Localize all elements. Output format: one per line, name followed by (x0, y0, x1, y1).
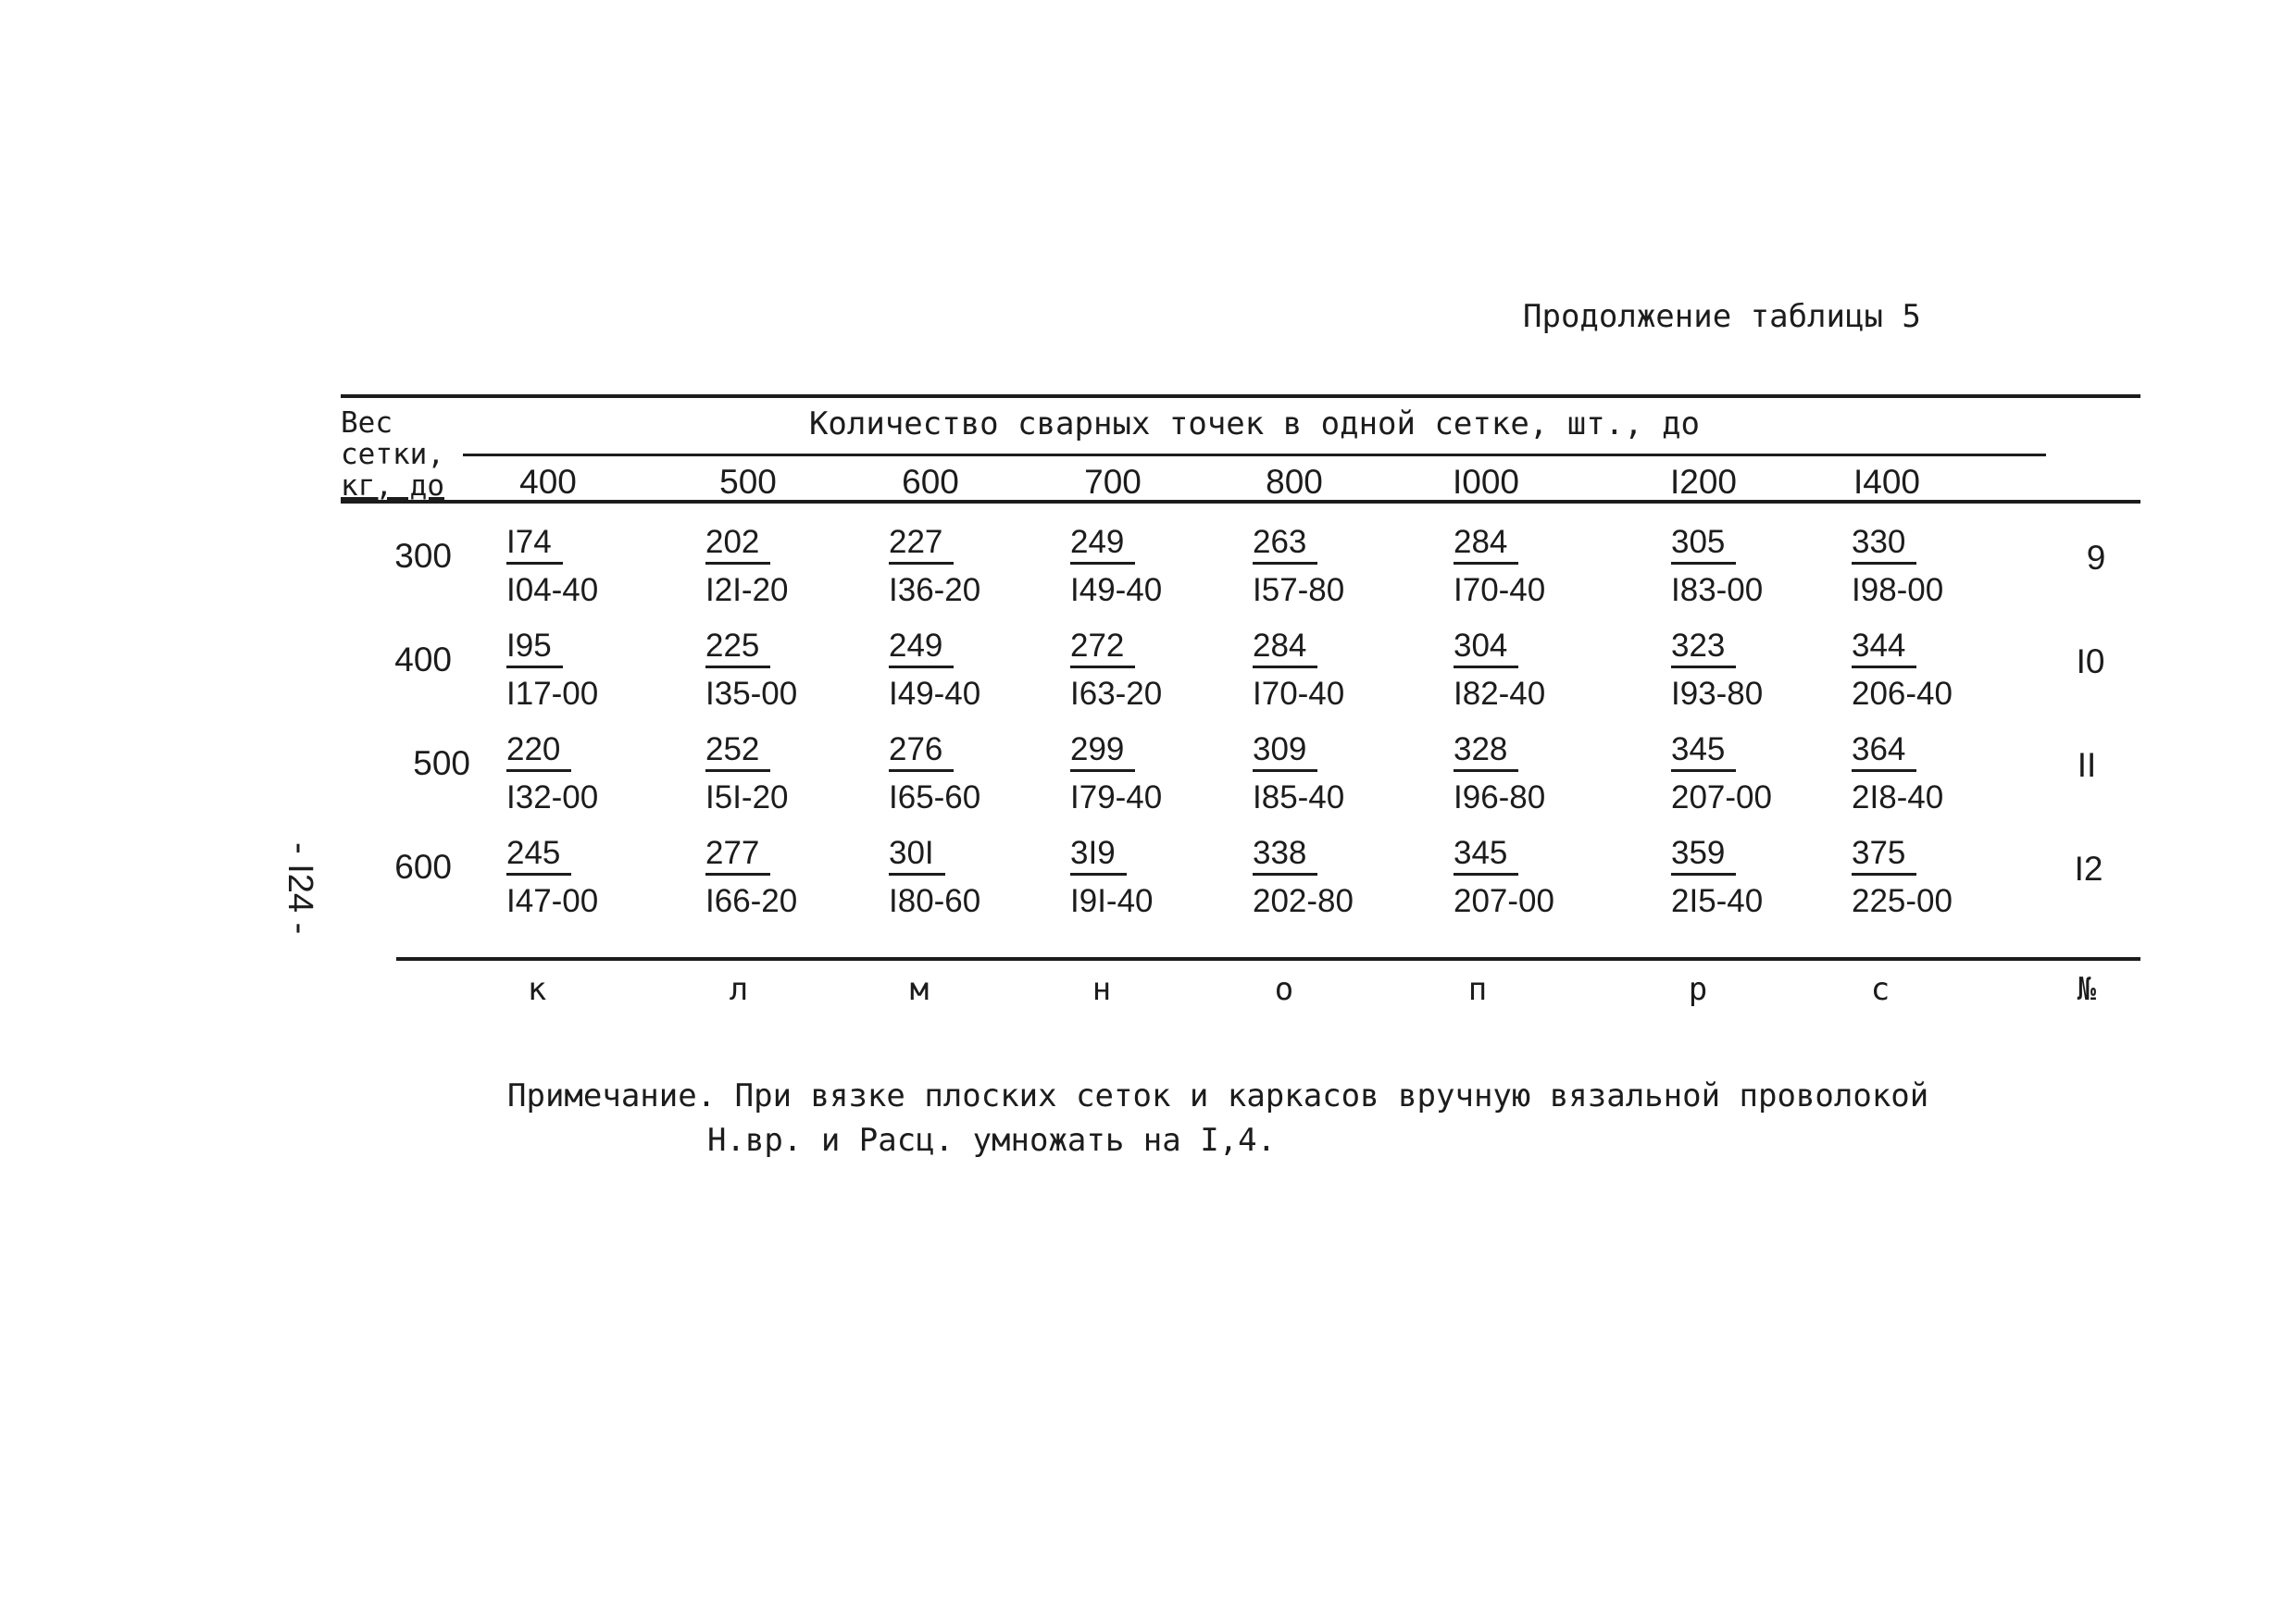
row-weight: 500 (413, 744, 470, 782)
column-header: I200 (1669, 463, 1738, 501)
column-header: I000 (1452, 463, 1520, 501)
row-code: 9 (2086, 539, 2106, 577)
column-letter: с (1870, 971, 1890, 1008)
cell-rate: 206-40 (1852, 676, 1953, 712)
cell-count: 284 (1454, 526, 1518, 565)
cell-count: 3I9 (1070, 837, 1127, 876)
cell-rate: I80-60 (889, 883, 981, 919)
cell-count: 345 (1671, 733, 1736, 772)
table-cell (1454, 837, 1554, 917)
cell-rate: I17-00 (506, 676, 599, 712)
table-cell (1253, 837, 1354, 917)
cell-count: 202 (705, 526, 770, 565)
table-cell (1671, 733, 1772, 814)
row-code: II (2077, 746, 2097, 784)
table-cell (705, 733, 789, 814)
table-cell (1852, 837, 1953, 917)
cell-count: 252 (705, 733, 770, 772)
cell-count: 330 (1852, 526, 1916, 565)
table-cell (1454, 629, 1545, 710)
table-cell (506, 526, 598, 606)
table-cell (705, 837, 797, 917)
table-cell (1253, 733, 1344, 814)
cell-count: 272 (1070, 629, 1135, 668)
cell-rate: I9I-40 (1070, 883, 1154, 919)
column-header: I400 (1853, 463, 1921, 501)
cell-count: I74 (506, 526, 563, 565)
cell-rate: I66-20 (705, 883, 798, 919)
cell-count: 245 (506, 837, 571, 876)
cell-rate: I79-40 (1070, 779, 1163, 815)
cell-rate: I32-00 (506, 779, 599, 815)
row-weight: 300 (394, 537, 452, 575)
column-letter: р (1688, 971, 1708, 1008)
column-header: 700 (1084, 463, 1142, 501)
cell-rate: 2I5-40 (1671, 883, 1764, 919)
table-cell (1070, 629, 1162, 710)
cell-count: 225 (705, 629, 770, 668)
page-number: - I24 - (281, 842, 319, 935)
row-header-line: кг, до (341, 469, 444, 503)
table-cell (1253, 526, 1344, 606)
footnote (507, 1074, 1928, 1163)
column-letter: л (729, 971, 749, 1008)
cell-rate: I96-80 (1454, 779, 1546, 815)
cell-rate: I49-40 (889, 676, 981, 712)
column-header: 400 (519, 463, 577, 501)
column-letter: о (1274, 971, 1294, 1008)
cell-rate: I5I-20 (705, 779, 789, 815)
row-header-line: сетки, (341, 438, 444, 471)
cell-rate: I93-80 (1671, 676, 1764, 712)
cell-count: 299 (1070, 733, 1135, 772)
table-cell (1070, 526, 1162, 606)
table-cell (1852, 526, 1943, 606)
cell-rate: I47-00 (506, 883, 599, 919)
cell-count: 304 (1454, 629, 1518, 668)
cell-count: 305 (1671, 526, 1736, 565)
cell-rate: I36-20 (889, 572, 981, 608)
column-letter: п (1467, 971, 1488, 1008)
column-header: 500 (719, 463, 777, 501)
table-cell (506, 837, 598, 917)
table-cell (705, 629, 797, 710)
table-cell (1070, 837, 1154, 917)
cell-count: 328 (1454, 733, 1518, 772)
cell-rate: I63-20 (1070, 676, 1163, 712)
table-cell (1852, 733, 1943, 814)
table-cell (1671, 526, 1763, 606)
cell-count: 309 (1253, 733, 1317, 772)
cell-rate: I57-80 (1253, 572, 1345, 608)
row-code: I2 (2074, 850, 2103, 888)
cell-count: 276 (889, 733, 954, 772)
column-letter: к (527, 971, 547, 1008)
cell-count: I95 (506, 629, 563, 668)
cell-rate: I65-60 (889, 779, 981, 815)
table-cell (506, 733, 598, 814)
table-cell (1454, 526, 1545, 606)
column-header: 600 (902, 463, 959, 501)
table-cell (1070, 733, 1162, 814)
table-cell (1671, 629, 1763, 710)
table-cell (889, 837, 980, 917)
group-title: Количество сварных точек в одной сетке, шт., до (808, 405, 1701, 442)
column-letter: н (1092, 971, 1112, 1008)
cell-rate: I98-00 (1852, 572, 1944, 608)
cell-count: 277 (705, 837, 770, 876)
cell-count: 345 (1454, 837, 1518, 876)
row-header-line: Вес (341, 406, 393, 440)
cell-rate: 225-00 (1852, 883, 1953, 919)
cell-count: 227 (889, 526, 954, 565)
row-code: I0 (2076, 642, 2105, 680)
table-cell (1253, 629, 1344, 710)
table-cell (889, 629, 980, 710)
cell-count: 359 (1671, 837, 1736, 876)
cell-count: 323 (1671, 629, 1736, 668)
cell-count: 263 (1253, 526, 1317, 565)
cell-count: 284 (1253, 629, 1317, 668)
footnote-line: Примечание. При вязке плоских сеток и каркасов вручную вязальной проволокой (507, 1077, 1929, 1114)
table-cell (1671, 837, 1763, 917)
cell-count: 30I (889, 837, 945, 876)
row-weight: 600 (394, 848, 452, 886)
cell-rate: 2I8-40 (1852, 779, 1944, 815)
cell-rate: 207-00 (1671, 779, 1772, 815)
column-letter: м (909, 971, 930, 1008)
cell-rate: 202-80 (1253, 883, 1354, 919)
cell-count: 249 (1070, 526, 1135, 565)
cell-count: 364 (1852, 733, 1916, 772)
cell-rate: I2I-20 (705, 572, 789, 608)
cell-rate: I70-40 (1253, 676, 1345, 712)
cell-count: 344 (1852, 629, 1916, 668)
table-top-rule (341, 394, 2140, 398)
group-header-rule (463, 454, 2046, 456)
cell-rate: I35-00 (705, 676, 798, 712)
cell-rate: 207-00 (1454, 883, 1554, 919)
table-cell (506, 629, 598, 710)
table-caption: Продолжение таблицы 5 (1523, 298, 1921, 335)
cell-count: 249 (889, 629, 954, 668)
table-cell (889, 526, 980, 606)
cell-count: 375 (1852, 837, 1916, 876)
cell-count: 338 (1253, 837, 1317, 876)
cell-rate: I85-40 (1253, 779, 1345, 815)
table-cell (705, 526, 789, 606)
number-sign: № (2077, 971, 2097, 1008)
footnote-line: Н.вр. и Расц. умножать на I,4. (707, 1122, 1277, 1159)
table-cell (1852, 629, 1953, 710)
cell-rate: I49-40 (1070, 572, 1163, 608)
table-cell (1454, 733, 1545, 814)
table-bottom-rule (396, 957, 2140, 961)
column-header: 800 (1266, 463, 1323, 501)
row-header (341, 407, 461, 502)
cell-count: 220 (506, 733, 571, 772)
row-weight: 400 (394, 641, 452, 678)
cell-rate: I70-40 (1454, 572, 1546, 608)
cell-rate: I04-40 (506, 572, 599, 608)
cell-rate: I83-00 (1671, 572, 1764, 608)
cell-rate: I82-40 (1454, 676, 1546, 712)
table-cell (889, 733, 980, 814)
